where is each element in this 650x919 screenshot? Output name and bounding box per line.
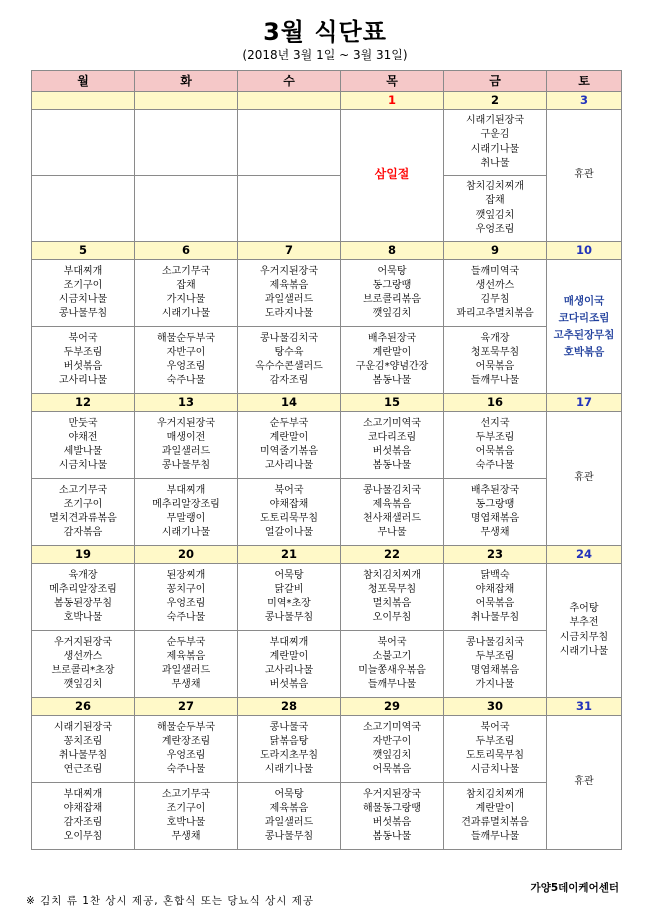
menu-item: 부대찌개 (63, 265, 103, 277)
date-cell: 1 (341, 92, 444, 110)
menu-item: 과일샐러드 (264, 817, 314, 828)
menu-item: 동그랑땡 (475, 498, 515, 510)
menu-item: 명엽채볶음 (470, 665, 520, 676)
menu-item: 해물순두부국 (157, 332, 215, 344)
menu-item: 시래기나물 (161, 308, 211, 320)
menu-item: 미역*초장 (267, 598, 311, 609)
date-cell: 9 (444, 242, 547, 260)
menu-item: 세발나물 (63, 446, 103, 457)
menu-item: 조기구이 (63, 279, 103, 291)
menu-item: 멸치견과류볶음 (49, 513, 117, 524)
date-cell: 26 (32, 698, 135, 716)
menu-item: 구운김*양념간장 (355, 361, 429, 372)
date-range: (2018년 3월 1일 ~ 3월 31일) (242, 48, 408, 62)
menu-cell (135, 631, 238, 698)
menu-item: 소고기무국 (161, 788, 211, 800)
date-cell: 12 (32, 394, 135, 412)
menu-item: 어묵볶음 (475, 446, 515, 457)
menu-item: 계란말이 (372, 346, 412, 358)
date-cell (238, 92, 341, 110)
menu-item: 우엉조림 (475, 223, 515, 235)
menu-cell (238, 176, 341, 242)
date-row (32, 546, 622, 564)
menu-cell (238, 716, 341, 783)
menu-cell (135, 327, 238, 394)
menu-item: 생선까스 (63, 650, 103, 662)
page-title: 3월 식단표 (263, 18, 387, 46)
menu-item: 도라지나물 (264, 308, 314, 320)
menu-cell (238, 260, 341, 327)
menu-cell (238, 412, 341, 479)
date-cell: 6 (135, 242, 238, 260)
menu-item: 북어국 (480, 721, 510, 733)
menu-cell (135, 176, 238, 242)
menu-cell (32, 783, 135, 850)
menu-item: 오이무침 (63, 831, 103, 843)
menu-item: 깻잎김치 (475, 209, 515, 221)
menu-item: 과일샐러드 (264, 294, 314, 305)
menu-item: 봄동나물 (372, 831, 412, 843)
menu-item: 어묵탕 (274, 788, 304, 800)
menu-item: 참치김치찌개 (466, 788, 524, 800)
menu-item: 닭볶음탕 (269, 735, 309, 747)
menu-item: 북어국 (377, 636, 407, 648)
menu-item: 얼갈이나물 (264, 527, 314, 539)
menu-item: 버섯볶음 (372, 817, 412, 828)
menu-item: 구운김 (480, 129, 510, 141)
menu-item: 옥수수콘샐러드 (255, 361, 323, 372)
menu-cell (341, 260, 444, 327)
menu-cell (32, 412, 135, 479)
menu-cell (135, 716, 238, 783)
menu-item: 견과류멸치볶음 (461, 817, 529, 828)
menu-cell (238, 631, 341, 698)
menu-item: 시래기나물 (161, 527, 211, 539)
menu-item: 깻잎김치 (372, 308, 412, 320)
menu-item: 두부조림 (63, 346, 103, 358)
menu-item: 호박나물 (63, 612, 103, 624)
menu-cell (238, 564, 341, 631)
menu-item: 무생채 (171, 831, 201, 843)
menu-cell (444, 176, 547, 242)
menu-item: 야채잡채 (63, 802, 103, 814)
menu-item: 김무침 (480, 294, 510, 305)
menu-cell (32, 564, 135, 631)
menu-item: 명엽채볶음 (470, 513, 520, 524)
menu-item: 시금치나물 (470, 764, 520, 776)
menu-item: 제육볶음 (269, 279, 309, 291)
menu-item: 잡채 (485, 195, 505, 207)
menu-item: 무생채 (171, 679, 201, 691)
menu-item: 꽁치조림 (63, 735, 103, 747)
menu-row-lunch (32, 110, 622, 176)
menu-item: 꽁치구이 (166, 583, 206, 595)
date-row (32, 394, 622, 412)
menu-item: 탕수육 (274, 346, 304, 358)
date-cell: 8 (341, 242, 444, 260)
menu-item: 배추된장국 (367, 332, 417, 344)
saturday-cell (547, 564, 622, 698)
menu-item: 콩나물김치국 (363, 484, 421, 496)
menu-item: 콩나물무침 (264, 831, 314, 843)
closed-label: 휴관 (574, 169, 594, 181)
menu-item: 콩나물무침 (264, 612, 314, 624)
menu-cell (135, 564, 238, 631)
menu-item: 콩나물무침 (58, 308, 108, 320)
menu-item: 우엉조림 (166, 598, 206, 609)
menu-item: 도토리묵무침 (466, 750, 524, 761)
menu-cell (32, 716, 135, 783)
menu-cell (135, 260, 238, 327)
menu-item: 해물동그랑땡 (363, 802, 421, 814)
menu-item: 계란말이 (269, 650, 309, 662)
menu-item: 미늘쫑새우볶음 (358, 665, 426, 676)
menu-item: 시래기된장국 (54, 721, 112, 733)
menu-item: 두부조림 (475, 431, 515, 443)
date-cell: 29 (341, 698, 444, 716)
menu-item: 시래기나물 (559, 645, 609, 657)
menu-item: 시금치나물 (58, 294, 108, 305)
menu-item: 호박나물 (166, 817, 206, 828)
menu-item: 꽈리고추멸치볶음 (456, 308, 534, 320)
menu-item: 소고기미역국 (363, 417, 421, 429)
date-cell: 2 (444, 92, 547, 110)
date-cell: 23 (444, 546, 547, 564)
footnote: ※ 김치 류 1찬 상시 제공, 혼합식 또는 당뇨식 상시 제공 (26, 895, 315, 907)
holiday-cell (341, 110, 444, 242)
menu-item: 콩나물무침 (161, 460, 211, 472)
menu-item: 취나물무침 (470, 612, 520, 624)
menu-item: 부추전 (569, 617, 599, 629)
menu-row-lunch (32, 260, 622, 327)
menu-item: 숙주나물 (166, 764, 206, 776)
menu-item: 소고기무국 (161, 265, 211, 277)
menu-cell (444, 412, 547, 479)
menu-item: 조기구이 (166, 802, 206, 814)
menu-cell (444, 564, 547, 631)
menu-cell (341, 564, 444, 631)
menu-item: 들깨무나물 (470, 375, 520, 387)
menu-item: 도라지초무침 (260, 750, 318, 761)
menu-item: 오이무침 (372, 612, 412, 624)
date-cell: 13 (135, 394, 238, 412)
menu-item: 순두부국 (269, 417, 309, 429)
menu-item: 도토리묵무침 (260, 513, 318, 524)
weekday-wed: 수 (238, 71, 341, 92)
menu-cell (238, 110, 341, 176)
menu-cell (135, 110, 238, 176)
date-cell (135, 92, 238, 110)
menu-row-snack (32, 479, 622, 546)
menu-cell (444, 783, 547, 850)
date-cell: 24 (547, 546, 622, 564)
menu-item: 호박볶음 (563, 345, 605, 358)
menu-item: 숙주나물 (166, 612, 206, 624)
menu-item: 가지나물 (166, 294, 206, 305)
weekday-thu: 목 (341, 71, 444, 92)
menu-item: 부대찌개 (166, 484, 206, 496)
menu-cell (341, 479, 444, 546)
menu-item: 고사리나물 (58, 375, 108, 387)
menu-item: 청포묵무침 (367, 583, 417, 595)
date-cell: 3 (547, 92, 622, 110)
menu-item: 콩나물김치국 (466, 636, 524, 648)
menu-item: 깻잎김치 (63, 679, 103, 691)
menu-item: 무나물 (377, 527, 407, 539)
date-cell: 17 (547, 394, 622, 412)
menu-item: 취나물무침 (58, 750, 108, 761)
menu-item: 시금치무침 (559, 631, 609, 643)
menu-item: 부대찌개 (269, 636, 309, 648)
menu-item: 잡채 (176, 279, 196, 291)
menu-item: 선지국 (480, 417, 510, 429)
menu-row-lunch (32, 564, 622, 631)
menu-item: 봄동나물 (372, 460, 412, 472)
menu-item: 시래기나물 (470, 143, 520, 155)
menu-item: 취나물 (480, 157, 510, 169)
menu-item: 생선까스 (475, 279, 515, 291)
menu-item: 제육볶음 (372, 498, 412, 510)
menu-item: 들깨무나물 (367, 679, 417, 691)
menu-item: 과일샐러드 (161, 446, 211, 457)
menu-item: 우엉조림 (166, 750, 206, 761)
menu-item: 계란말이 (475, 802, 515, 814)
saturday-cell (547, 412, 622, 546)
menu-item: 콩나물국 (269, 721, 309, 733)
menu-item: 소고기무국 (58, 484, 108, 496)
date-row (32, 242, 622, 260)
menu-item: 자반구이 (166, 346, 206, 358)
center-name: 가양5데이케어센터 (530, 882, 619, 894)
menu-item: 조기구이 (63, 498, 103, 510)
menu-item: 된장찌개 (166, 569, 206, 581)
menu-item: 야채잡채 (475, 583, 515, 595)
menu-item: 만둣국 (68, 417, 98, 429)
menu-item: 천사채샐러드 (363, 513, 421, 524)
menu-cell (341, 412, 444, 479)
weekday-tue: 화 (135, 71, 238, 92)
date-cell: 19 (32, 546, 135, 564)
menu-item: 감자조림 (63, 817, 103, 828)
menu-item: 육개장 (480, 332, 510, 344)
menu-item: 우거지된장국 (54, 636, 112, 648)
saturday-cell (547, 260, 622, 394)
menu-item: 계란말이 (269, 431, 309, 443)
menu-cell (444, 631, 547, 698)
menu-cell (341, 783, 444, 850)
menu-table (31, 70, 622, 850)
menu-row-snack (32, 783, 622, 850)
menu-item: 육개장 (68, 569, 98, 581)
date-cell: 15 (341, 394, 444, 412)
menu-item: 코다리조림 (367, 431, 417, 443)
date-cell: 5 (32, 242, 135, 260)
menu-item: 브로콜리*초장 (51, 665, 115, 676)
menu-item: 우거지된장국 (157, 417, 215, 429)
menu-item: 깻잎김치 (372, 750, 412, 761)
date-cell: 14 (238, 394, 341, 412)
date-cell: 16 (444, 394, 547, 412)
menu-item: 북어국 (68, 332, 98, 344)
menu-item: 야채잡채 (269, 498, 309, 510)
menu-item: 어묵볶음 (372, 764, 412, 776)
menu-cell (32, 631, 135, 698)
menu-item: 순두부국 (166, 636, 206, 648)
menu-row-lunch (32, 412, 622, 479)
menu-cell (238, 783, 341, 850)
menu-item: 어묵탕 (377, 265, 407, 277)
menu-cell (32, 327, 135, 394)
menu-item: 코다리조림 (558, 311, 610, 324)
holiday-label: 삼일절 (374, 167, 410, 182)
menu-cell (32, 176, 135, 242)
menu-item: 연근조림 (63, 764, 103, 776)
date-row (32, 92, 622, 110)
menu-item: 가지나물 (475, 679, 515, 691)
menu-cell (444, 260, 547, 327)
menu-cell (341, 631, 444, 698)
closed-label: 휴관 (574, 776, 594, 788)
menu-item: 메추리알장조림 (152, 498, 220, 510)
menu-item: 과일샐러드 (161, 665, 211, 676)
menu-item: 봄동나물 (372, 375, 412, 387)
menu-cell (135, 783, 238, 850)
menu-item: 자반구이 (372, 735, 412, 747)
menu-cell (444, 110, 547, 176)
menu-row-snack (32, 176, 622, 242)
menu-item: 브로콜리볶음 (363, 294, 421, 305)
menu-item: 추어탕 (569, 603, 599, 615)
menu-item: 해물순두부국 (157, 721, 215, 733)
menu-item: 멸치볶음 (372, 598, 412, 609)
menu-item: 부대찌개 (63, 788, 103, 800)
menu-item: 매생이국 (563, 294, 605, 307)
menu-item: 참치김치찌개 (466, 181, 524, 193)
menu-item: 청포묵무침 (470, 346, 520, 358)
menu-item: 메추리알장조림 (49, 583, 117, 595)
menu-cell (341, 327, 444, 394)
menu-item: 북어국 (274, 484, 304, 496)
menu-cell (238, 327, 341, 394)
menu-item: 고사리나물 (264, 665, 314, 676)
menu-item: 닭백숙 (480, 569, 510, 581)
menu-cell (444, 479, 547, 546)
date-cell: 10 (547, 242, 622, 260)
menu-cell (135, 479, 238, 546)
weekday-header-row (32, 71, 622, 92)
menu-cell (32, 479, 135, 546)
menu-item: 우엉조림 (166, 361, 206, 372)
menu-item: 무생채 (480, 527, 510, 539)
saturday-cell (547, 110, 622, 242)
menu-item: 소불고기 (372, 650, 412, 662)
menu-item: 숙주나물 (166, 375, 206, 387)
menu-item: 시래기나물 (264, 764, 314, 776)
menu-item: 시금치나물 (58, 460, 108, 472)
menu-cell (444, 716, 547, 783)
menu-item: 어묵탕 (274, 569, 304, 581)
menu-cell (238, 479, 341, 546)
menu-item: 봄동된장무침 (54, 598, 112, 609)
menu-item: 무말랭이 (166, 513, 206, 524)
weekday-sat: 토 (547, 71, 622, 92)
menu-cell (32, 260, 135, 327)
menu-item: 우거지된장국 (260, 265, 318, 277)
menu-item: 닭갈비 (274, 583, 304, 595)
weekday-mon: 월 (32, 71, 135, 92)
menu-item: 두부조림 (475, 735, 515, 747)
menu-item: 어묵볶음 (475, 361, 515, 372)
date-cell: 21 (238, 546, 341, 564)
date-cell: 30 (444, 698, 547, 716)
menu-item: 버섯볶음 (372, 446, 412, 457)
menu-cell (341, 716, 444, 783)
menu-item: 고사리나물 (264, 460, 314, 472)
menu-row-lunch (32, 716, 622, 783)
menu-item: 매생이전 (166, 431, 206, 443)
date-cell (32, 92, 135, 110)
menu-item: 고추된장무침 (553, 328, 615, 341)
menu-item: 버섯볶음 (63, 361, 103, 372)
date-cell: 28 (238, 698, 341, 716)
menu-item: 시래기된장국 (466, 115, 524, 127)
date-cell: 27 (135, 698, 238, 716)
date-cell: 31 (547, 698, 622, 716)
menu-item: 어묵볶음 (475, 598, 515, 609)
menu-item: 콩나물김치국 (260, 332, 318, 344)
menu-item: 소고기미역국 (363, 721, 421, 733)
weekday-fri: 금 (444, 71, 547, 92)
menu-item: 들깨미역국 (470, 265, 520, 277)
menu-item: 계란장조림 (161, 735, 211, 747)
date-cell: 7 (238, 242, 341, 260)
menu-item: 숙주나물 (475, 460, 515, 472)
menu-item: 제육볶음 (269, 802, 309, 814)
menu-item: 야채전 (68, 431, 98, 443)
menu-item: 감자조림 (269, 375, 309, 387)
menu-cell (135, 412, 238, 479)
menu-item: 미역줄기볶음 (260, 446, 318, 457)
menu-item: 감자볶음 (63, 527, 103, 539)
menu-item: 두부조림 (475, 650, 515, 662)
date-row (32, 698, 622, 716)
closed-label: 휴관 (574, 472, 594, 484)
menu-item: 제육볶음 (166, 650, 206, 662)
menu-item: 우거지된장국 (363, 788, 421, 800)
menu-cell (32, 110, 135, 176)
menu-item: 동그랑땡 (372, 279, 412, 291)
menu-item: 들깨무나물 (470, 831, 520, 843)
date-cell: 20 (135, 546, 238, 564)
menu-row-snack (32, 327, 622, 394)
menu-item: 배추된장국 (470, 484, 520, 496)
menu-row-snack (32, 631, 622, 698)
saturday-cell (547, 716, 622, 850)
date-cell: 22 (341, 546, 444, 564)
menu-cell (444, 327, 547, 394)
menu-item: 참치김치찌개 (363, 569, 421, 581)
menu-item: 버섯볶음 (269, 679, 309, 691)
